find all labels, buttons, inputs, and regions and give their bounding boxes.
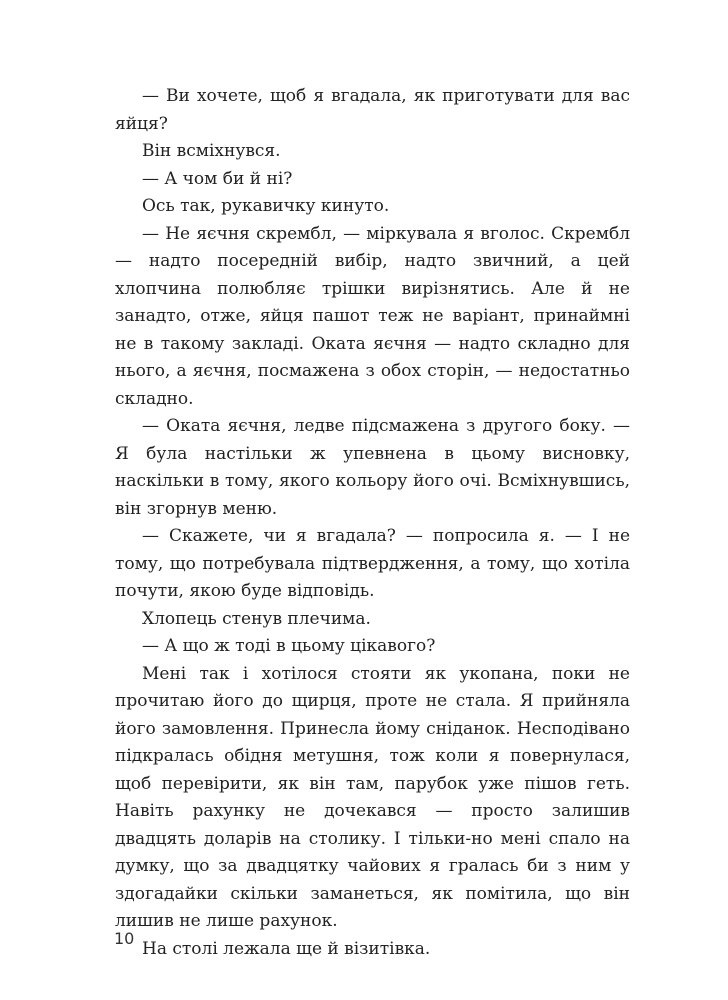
paragraph: — Не яєчня скрембл, — міркувала я вголос. Скрембл — надто посередній вибір, надто звичний, а цей хлопчина полюбляє трішки вирізнятись. Але й не занадто, отже, яйця пашот теж не варіант, принаймні не в такому закладі. Оката яєчня — надто складно для нього, а яєчня, посмажена з обох сторін, — недостатньо складно.	[115, 223, 630, 409]
paragraph: Ось так, рукавичку кинуто.	[142, 196, 390, 216]
paragraph: — Ви хочете, щоб я вгадала, як приготувати для вас яйця?	[115, 86, 630, 134]
paragraph: Хлопець стенув плечима.	[142, 608, 371, 629]
paragraph: — Скажете, чи я вгадала? — попросила я. — І не тому, що потребувала підтвердження, а тому, що хотіла почути, якою буде відповідь.	[115, 526, 630, 601]
paragraph: — А чом би й ні?	[142, 168, 293, 189]
paragraph: Він всміхнувся.	[142, 141, 281, 161]
paragraph: На столі лежала ще й візитівка.	[142, 938, 431, 959]
paragraph: Мені так і хотілося стояти як укопана, поки не прочитаю його до щирця, проте не стала. Я прийняла його замовлення. Принесла йому сніданок. Несподівано підкралась обідня метушня, тож коли я повернулася, щоб перевірити, як він там, парубок уже пішов геть. Навіть рахунку не дочекався — просто залишив двадцять доларів на столику. І тільки-но мені спало на думку, що за двадцятку чайових я гралась би з ним у здогадайки скільки заманеться, як помітила, що він лишив не лише рахунок.	[115, 663, 630, 931]
page-number: 10	[114, 929, 135, 948]
paragraph: — Оката яєчня, ледве підсмажена з другого боку. — Я була настільки ж упевнена в цьому висновку, наскільки в тому, якого кольору його очі. Всміхнувшись, він згорнув меню.	[115, 416, 630, 519]
body-text	[115, 83, 630, 963]
paragraph: — А що ж тоді в цьому цікавого?	[142, 636, 436, 656]
